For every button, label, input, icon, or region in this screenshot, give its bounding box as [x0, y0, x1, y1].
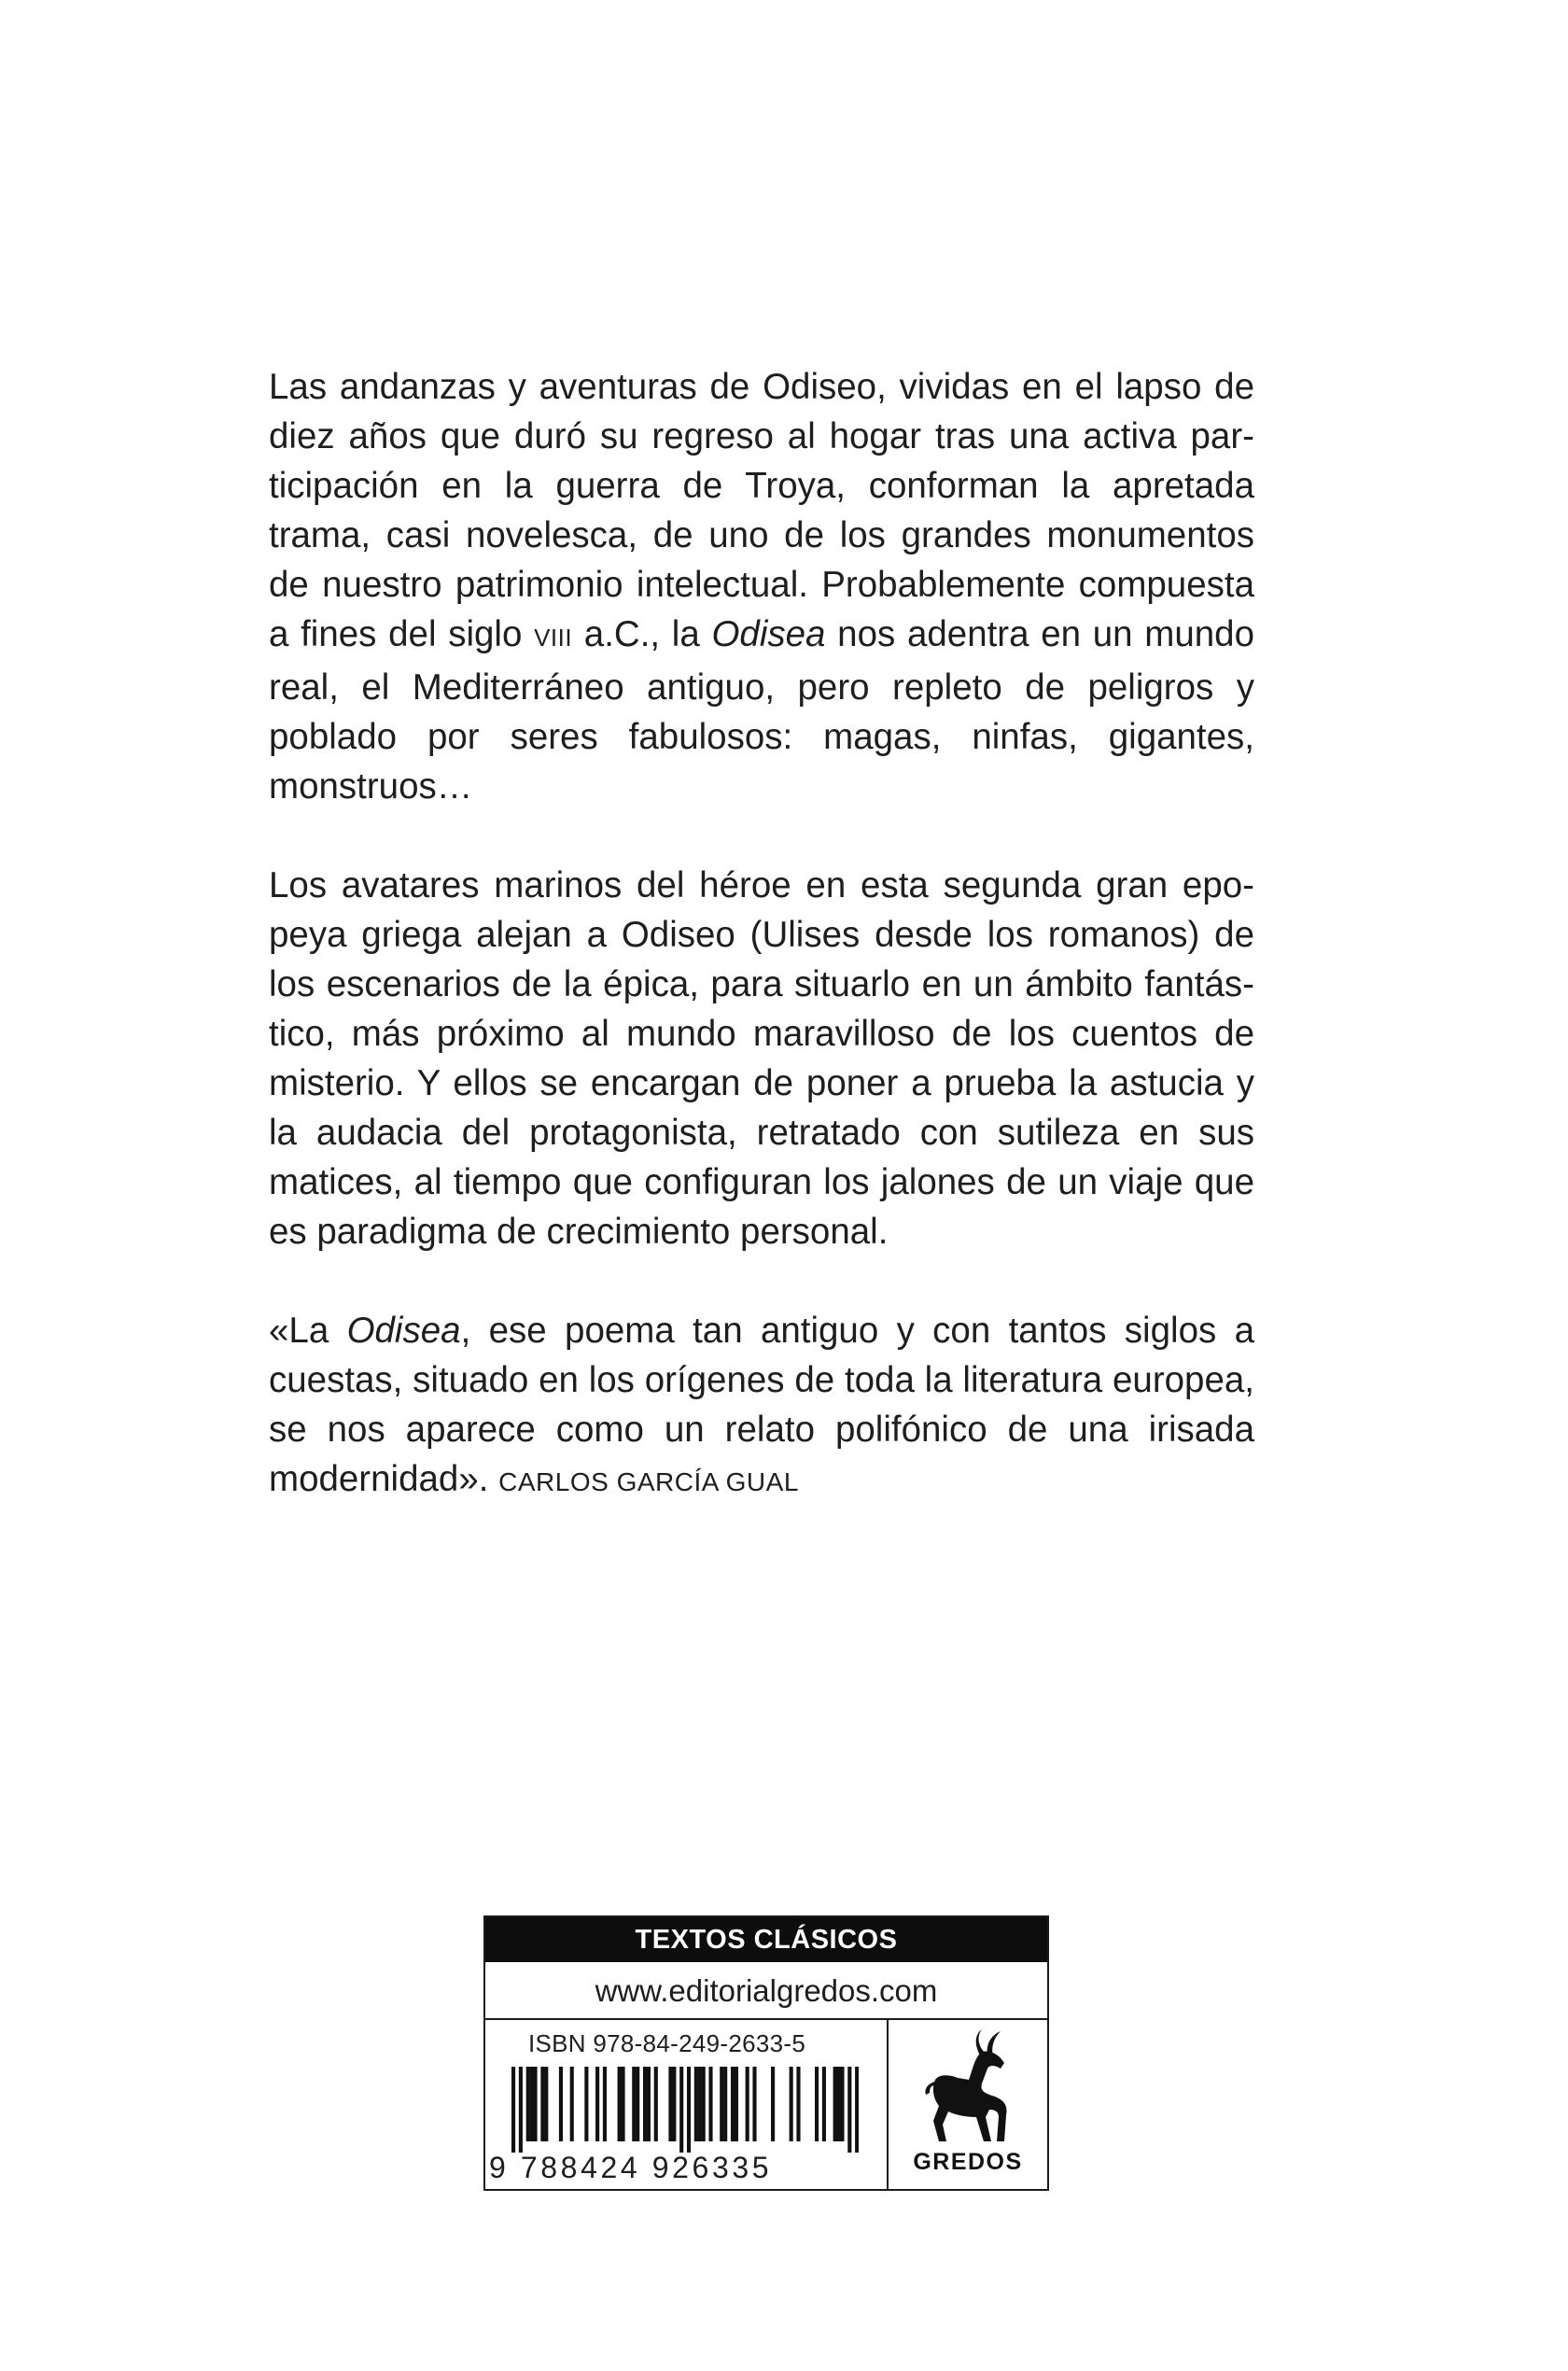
barcode-bar	[771, 2067, 775, 2141]
barcode-bar	[540, 2067, 544, 2141]
barcode-bar	[636, 2067, 639, 2141]
barcode-bar	[723, 2067, 727, 2141]
publisher-name: GREDOS	[913, 2149, 1023, 2175]
publisher-website: www.editorialgredos.com	[485, 1962, 1047, 2020]
barcode-bar	[708, 2067, 712, 2141]
barcode-bar	[647, 2067, 651, 2141]
century-numeral: VIII	[534, 624, 573, 652]
barcode-bar	[530, 2067, 534, 2141]
barcode-bar	[752, 2067, 756, 2141]
barcode-bar	[544, 2067, 548, 2141]
quote-author: CARLOS GARCÍA GUAL	[498, 1467, 799, 1496]
barcode-bar	[511, 2067, 515, 2153]
quote-text: , ese poema tan antiguo y con tantos siglos a cuestas, situado en los orígenes de toda la literatura europea, se nos aparece como un relato polifónico de una irisada modernidad».	[269, 1311, 1254, 1499]
collection-name: TEXTOS CLÁSICOS	[485, 1917, 1047, 1962]
barcode-bar	[796, 2067, 800, 2141]
barcode-bar	[720, 2067, 723, 2141]
barcode-bar	[559, 2067, 563, 2141]
barcode-bar	[731, 2067, 735, 2141]
blurb-paragraph-1	[269, 362, 1254, 811]
publisher-box	[483, 1915, 1049, 2191]
barcode-bar	[618, 2067, 622, 2141]
barcode-bar	[855, 2067, 859, 2153]
barcode-bar	[679, 2067, 683, 2153]
barcode-bar	[603, 2067, 607, 2141]
barcode-bar	[668, 2067, 672, 2141]
barcode-bar	[643, 2067, 647, 2141]
barcode-bar	[519, 2067, 523, 2153]
barcode-bar	[687, 2067, 691, 2153]
barcode-bar	[584, 2067, 588, 2141]
barcode-bar	[621, 2067, 624, 2141]
blurb-paragraph-3	[269, 1306, 1254, 1507]
barcode-bar	[822, 2067, 826, 2141]
blurb-p1-text-c: nos adentra en un mundo real, el Mediterráneo antiguo, pero repleto de peligros y poblado por seres fabulosos: magas, ninfas, gigantes, monstruos…	[269, 614, 1254, 807]
barcode-digits: 9 788424 926335	[489, 2151, 773, 2184]
barcode-bar	[672, 2067, 676, 2141]
barcode-bar	[847, 2067, 851, 2153]
barcode-bar	[694, 2067, 698, 2141]
barcode-bar	[526, 2067, 530, 2141]
barcode	[511, 2067, 859, 2153]
barcode-bar	[533, 2067, 537, 2141]
barcode-bar	[702, 2067, 706, 2141]
barcode-bar	[833, 2067, 837, 2141]
isbn-label: ISBN 978-84-249-2633-5	[528, 2029, 806, 2057]
barcode-bar	[746, 2067, 749, 2141]
publisher-logo	[889, 2020, 1047, 2191]
blurb-paragraph-2: Los avatares marinos del héroe en esta segunda gran epopeya griega alejan a Odiseo (Ulises desde los romanos) de los escenarios de la épica, para situarlo en un ámbito fantástico, más próximo al mundo maravilloso de los cuentos de misterio. Y ellos se encargan de poner a prueba la astucia y la audacia del protagonista, retratado con sutileza en sus matices, al tiempo que configuran los jalones de un viaje que es paradigma de crecimiento personal.	[269, 865, 1254, 1252]
goat-icon	[915, 2027, 1017, 2147]
barcode-bar	[570, 2067, 574, 2141]
barcode-bar	[837, 2067, 841, 2141]
barcode-bar	[815, 2067, 819, 2141]
barcode-area	[485, 2020, 889, 2191]
barcode-bar	[595, 2067, 599, 2141]
barcode-bar	[790, 2067, 793, 2141]
quote-book-title-italic: Odisea	[346, 1311, 461, 1351]
barcode-row	[485, 2020, 1047, 2191]
back-cover-blurb	[269, 362, 1254, 1507]
blurb-p1-text-b: a.C., la	[572, 614, 712, 654]
barcode-bar	[632, 2067, 636, 2141]
barcode-bar	[840, 2067, 844, 2141]
barcode-bar	[698, 2067, 702, 2141]
quote-open: «La	[269, 1311, 347, 1351]
barcode-bar	[654, 2067, 658, 2141]
blurb-p1-text-a: Las andanzas y aventuras de Odiseo, vividas en el lapso de diez años que duró su regreso al hogar tras una activa participación en la guerra de Troya, conforman la apretada trama, casi novelesca, de uno de los grandes monumentos de nuestro patrimonio intelectual. Probablemente compuesta a fines del siglo	[269, 367, 1254, 654]
book-title-italic: Odisea	[711, 614, 826, 654]
barcode-bar	[735, 2067, 738, 2141]
